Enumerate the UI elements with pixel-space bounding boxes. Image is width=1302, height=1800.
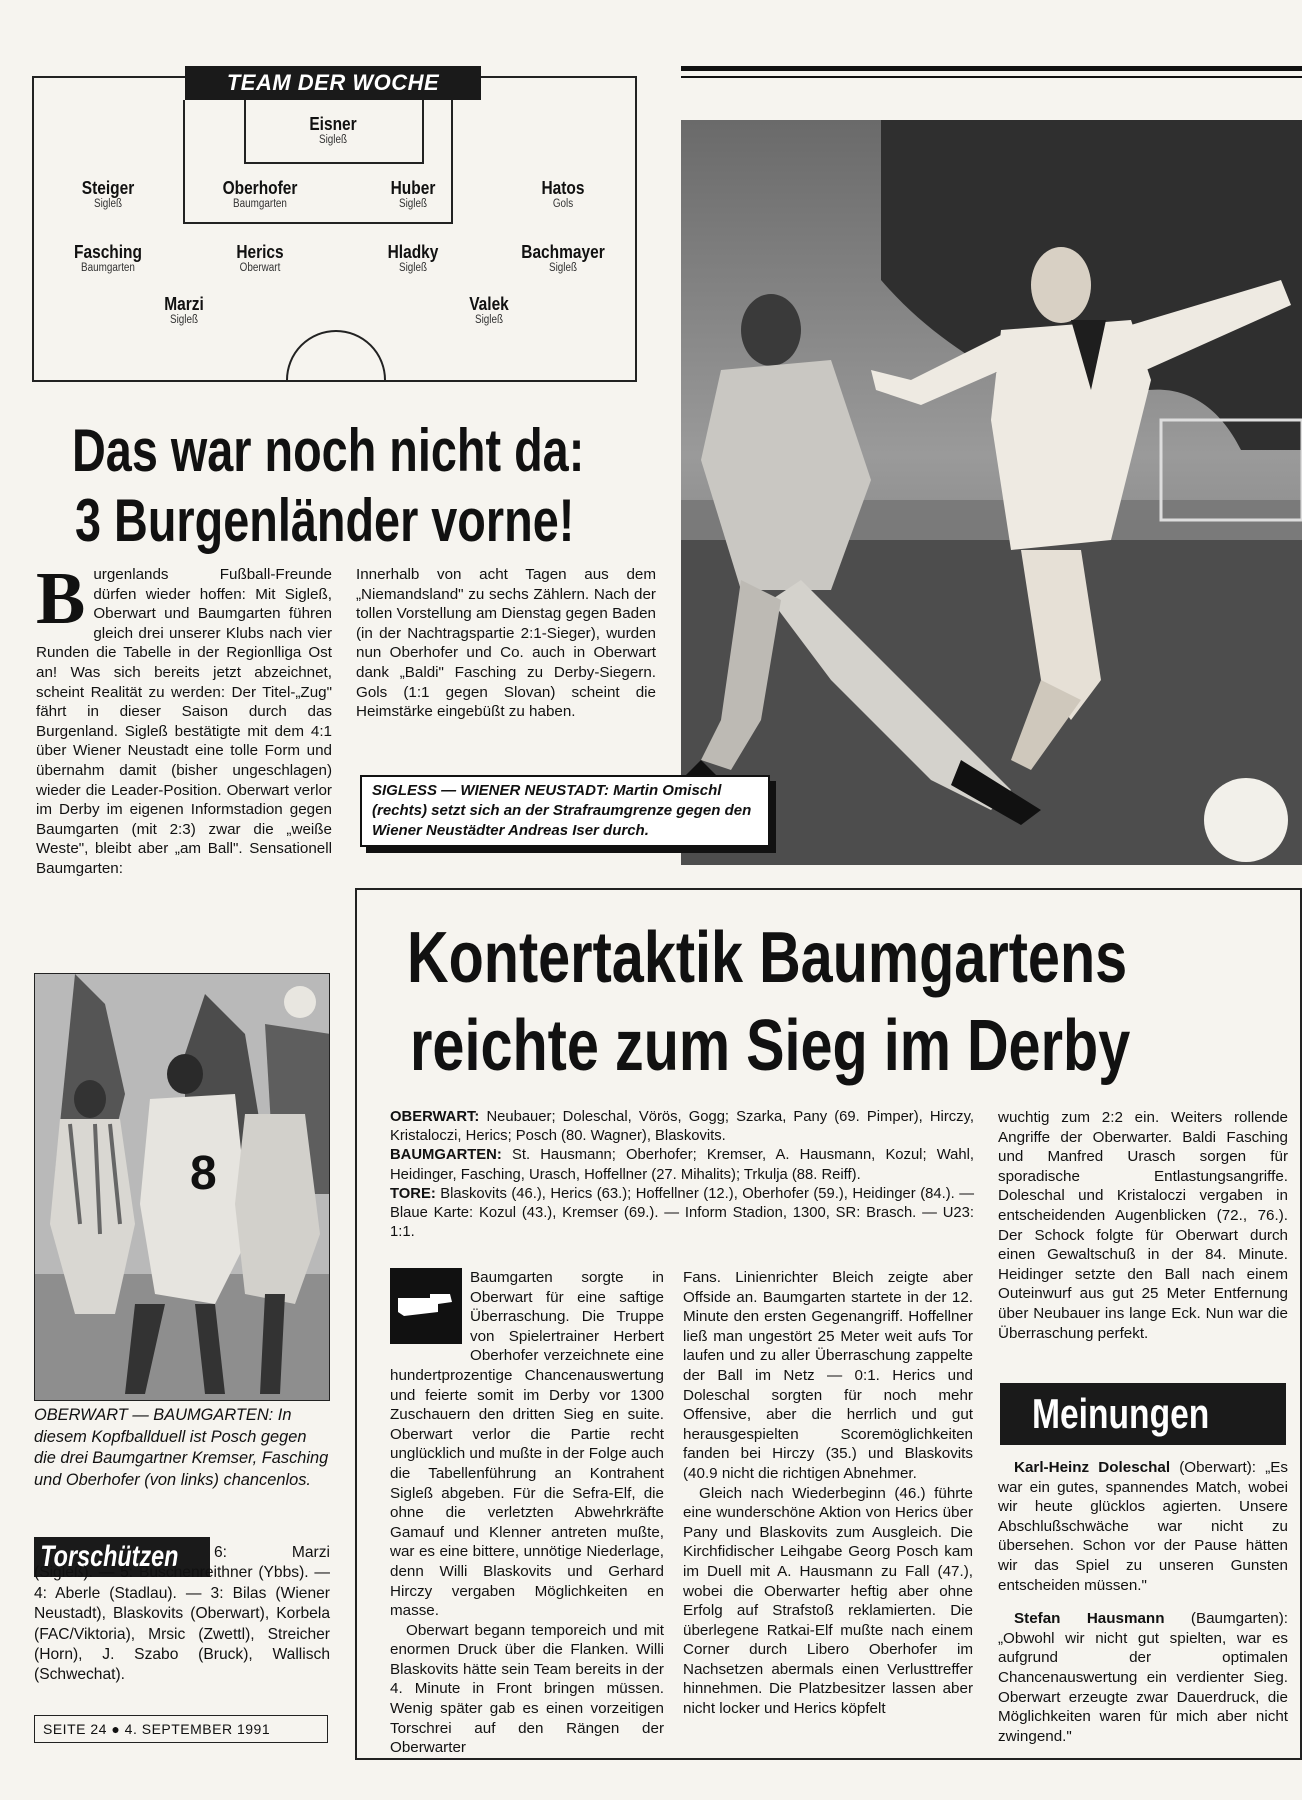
player-name: Hladky	[387, 242, 439, 262]
opinion-quote: „Obwohl wir nicht gut spielten, war es aufgrund der optimalen Chancenauswertung ein verdienter Sieg. Oberwart erzeugte zwar Dauerdruck, die Möglichkeiten waren für mich aber nicht zwingend."	[998, 1629, 1288, 1745]
match-photo-caption: SIGLESS — WIENER NEUSTADT: Martin Omischl (rechts) setzt sich an der Strafraumgrenze gegen den Wiener Neustädter Andreas Iser durch.	[360, 775, 770, 847]
issue-date: 4. SEPTEMBER 1991	[124, 1721, 271, 1737]
page-footer	[34, 1715, 328, 1743]
derby-col2-paragraph-2: Gleich nach Wiederbeginn (46.) führte eine wunderschöne Aktion von Herics über Pany und Blaskovits zum Ausgleich. Die Kirchfidischer Leihgabe Georg Posch kam im Duell mit A. Hausmann zu Fall (47.), wobei die Oberwarter heftig aber ohne Erfolg auf Strafstoß reklamierten. Die überlegene Ratkai-Elf mußte nach einem Corner durch Libero Oberhofer im Nachsetzen abermals einen Verlusttreffer hinnehmen. Die Platzbesitzer lassen aber nicht locker und Herics köpfelt	[683, 1484, 973, 1718]
pointing-hand-icon	[390, 1268, 462, 1344]
player-card	[38, 242, 178, 275]
player-card	[493, 242, 633, 275]
opinion-speaker: Karl-Heinz Doleschal	[1014, 1459, 1171, 1476]
scorers-title: Torschützen	[40, 1540, 179, 1573]
headline-line-1: Das war noch nicht da:	[72, 417, 585, 484]
derby-col1-paragraph-1: Baumgarten sorgte in Oberwart für eine saftige Überraschung. Die Truppe von Spielertrainer Herbert Oberhofer verzeichnete eine hundertprozentige Chancenauswertung und feierte somit im Derby vor 1300 Zuschauern den dritten Sieg en suite. Oberwart verlor die Partie recht unglücklich und mußte in der Folge auch die Tabellenführung an Kontrahent Sigleß abgeben. Für die Sefra-Elf, die ohne die verletzten Abwehrkräfte Gamauf und Klenner antreten mußte, war es eine bittere, unnötige Niederlage, denn Willi Blaskovits und Gerhard Hirczy vergaben Möglichkeiten en masse.	[390, 1269, 664, 1620]
team-title: TEAM DER WOCHE	[185, 66, 481, 100]
lineup-text: St. Hausmann; Oberhofer; Kremser, A. Hausmann, Kozul; Wahl, Heidinger, Fasching, Urasch, Hoffellner (27. Mihalits); Trkulja (88. Reiff).	[390, 1147, 974, 1183]
player-card	[343, 242, 483, 275]
player-name: Eisner	[309, 114, 357, 134]
article1-column-1	[36, 558, 332, 879]
player-card	[114, 294, 254, 327]
player-name: Steiger	[81, 178, 135, 198]
player-name: Herics	[236, 242, 284, 262]
opinion-speaker: Stefan Hausmann	[1014, 1610, 1165, 1628]
lineup-text: Blaskovits (46.), Herics (63.); Hoffellner (12.), Oberhofer (59.), Heidinger (84.). — Blaue Karte: Kozul (43.), Kremser (69.). — Inform Stadion, 1300, SR: Brasch. — U23: 1:1.	[390, 1185, 974, 1241]
player-card	[263, 114, 403, 147]
opinions-title: Meinungen	[1032, 1390, 1210, 1437]
opinions-title-bar	[1000, 1383, 1286, 1445]
header-duel-caption: OBERWART — BAUMGARTEN: In diesem Kopfballduell ist Posch gegen die drei Baumgartner Kremser, Fasching und Oberhofer (von links) chancenlos.	[34, 1406, 329, 1489]
player-club: Sigleß	[398, 262, 428, 274]
player-club: Baumgarten	[81, 262, 135, 274]
player-card	[343, 178, 483, 211]
lineup-text: Neubauer; Doleschal, Vörös, Gogg; Szarka, Pany (69. Pimper), Hirczy, Kristaloczi, Herics; Posch (80. Wagner), Blaskovits.	[390, 1109, 974, 1145]
article1-intro-text: urgenlands Fußball-Freunde dürfen wieder hoffen: Mit Sigleß, Oberwart und Baumgarten führen gleich drei unserer Klubs nach vier Runden die Tabelle in der Regionlliga Ost an! Was sich bereits jetzt abzeichnet, scheint Realität zu werden: Der Titel-„Zug" fährt in dieser Saison durch das Burgenland. Sigleß bestätigte mit dem 4:1 über Wiener Neustadt eine tolle Form und übernahm damit (bisher ungeschlagen) wieder die Leader-Position. Oberwart verlor im Derby im eigenen Informstadion gegen Baumgarten (mit 2:3) zwar die „weiße Weste", bleibt aber „am Ball". Sensationell Baumgarten:	[36, 566, 332, 877]
opinion-item	[998, 1458, 1288, 1595]
player-card	[190, 178, 330, 211]
player-club: Baumgarten	[233, 198, 287, 210]
top-rule	[681, 66, 1302, 71]
player-club: Gols	[552, 198, 574, 210]
derby-column-1	[390, 1268, 664, 1758]
player-name: Valek	[469, 294, 509, 314]
match-photo	[681, 120, 1302, 865]
match-photo-image	[681, 120, 1302, 865]
lineup-label: OBERWART:	[390, 1109, 480, 1125]
derby-col2-paragraph-1: Fans. Linienrichter Bleich zeigte aber Offside an. Baumgarten startete in der 12. Minute den ersten Gegenangriff. Hoffellner ließ man ungestört 25 Meter weit aufs Tor laufen und zu aller Überraschung zappelte der Ball im Netz — 0:1. Herics und Doleschal sorgten für noch mehr Offensive, aber die herrlich und gut herausgespielten Scoremöglichkeiten fanden bei Hirczy (35.) und Blaskovits (40.9 nicht die richtigen Abnehmer.	[683, 1269, 973, 1482]
lineup-block	[390, 1108, 974, 1242]
opinion-item	[998, 1609, 1288, 1746]
top-rule-thin	[681, 76, 1302, 78]
center-arc	[280, 330, 392, 380]
derby-col3-paragraph-1: wuchtig zum 2:2 ein. Weiters rollende Angriffe der Oberwarter. Baldi Fasching und Manfred Urasch sorgen für sporadische Entlastungsangriffe. Doleschal und Kristaloczi vergaben in entscheidenden Augenblicken (72., 76.). Der Schock folgte für Oberwart durch einen Gewaltschuß in der 84. Minute. Heidinger setzte den Ball nach einem Outeinwurf aus gut 25 Meter Entfernung über Neubauer ins lange Eck. Nun war die Überraschung perfekt.	[998, 1109, 1288, 1342]
player-name: Bachmayer	[521, 242, 605, 262]
player-club: Sigleß	[318, 134, 348, 146]
player-card	[493, 178, 633, 211]
lineup-label: TORE:	[390, 1185, 436, 1202]
page-number: SEITE 24	[43, 1721, 107, 1737]
derby-column-3	[998, 1108, 1288, 1343]
shirt-number: 8	[190, 1147, 217, 1200]
player-name: Oberhofer	[222, 178, 298, 198]
derby-headline-line-1: Kontertaktik Baumgartens	[407, 918, 1128, 998]
player-name: Marzi	[164, 294, 204, 314]
player-card	[419, 294, 559, 327]
player-card	[190, 242, 330, 275]
footer-bullet: ●	[111, 1721, 121, 1737]
player-club: Sigleß	[169, 314, 199, 326]
player-card	[38, 178, 178, 211]
player-name: Hatos	[541, 178, 585, 198]
opinions-list	[998, 1458, 1288, 1746]
player-name: Huber	[390, 178, 436, 198]
player-club: Sigleß	[548, 262, 578, 274]
player-club: Sigleß	[474, 314, 504, 326]
player-name: Fasching	[74, 242, 142, 262]
article1-column-2: Innerhalb von acht Tagen aus dem „Niemandsland" zu sechs Zählern. Nach der tollen Vorstellung am Dienstag gegen Baden (in der Nachtragspartie 2:1-Sieger), wurden nun Oberhofer und Co. auch in Oberwart dank „Baldi" Fasching zu Derby-Siegern. Gols (1:1 gegen Slovan) scheint die Heimstärke eingebüßt zu haben.	[356, 566, 656, 721]
derby-column-2	[683, 1268, 973, 1719]
scorers-text: 6: Marzi (Sigleß). — 5: Buschenreithner (Ybbs). — 4: Aberle (Stadlau). — 3: Bilas (Wiener Neustadt), Blaskovits (Oberwart), Korbela (FAC/Viktoria), Mrsic (Zwettl), Streicher (Horn), J. Szabo (Bruck), Wallisch (Schwechat).	[34, 1544, 330, 1684]
derby-headline-line-2: reichte zum Sieg im Derby	[410, 1006, 1131, 1086]
opinion-team: (Baumgarten):	[1190, 1610, 1288, 1628]
lineup-label: BAUMGARTEN:	[390, 1147, 502, 1164]
player-club: Oberwart	[239, 262, 281, 274]
player-club: Sigleß	[93, 198, 123, 210]
opinion-quote: „Es war ein gutes, spannendes Match, wobei wir heute glücklos agierten. Unsere Abschlußschwäche war nicht zu übersehen. Schon vor der Pause hätten wir das Spiel zu unseren Gunsten entscheiden müssen."	[998, 1459, 1288, 1594]
derby-col1-paragraph-2: Oberwart begann temporeich und mit enormen Druck über die Flanken. Willi Blaskovits hätte sein Team bereits in der 4. Minute in Front bringen müssen. Wenig später gab es einen vorzeitigen Torschrei auf den Rängen der Oberwarter	[390, 1621, 664, 1757]
headline-line-2: 3 Burgenländer vorne!	[75, 487, 575, 554]
header-duel-photo-image	[35, 974, 330, 1401]
header-duel-photo	[34, 973, 330, 1401]
opinion-team: (Oberwart):	[1179, 1459, 1257, 1476]
player-club: Sigleß	[398, 198, 428, 210]
dropcap: B	[36, 558, 86, 640]
